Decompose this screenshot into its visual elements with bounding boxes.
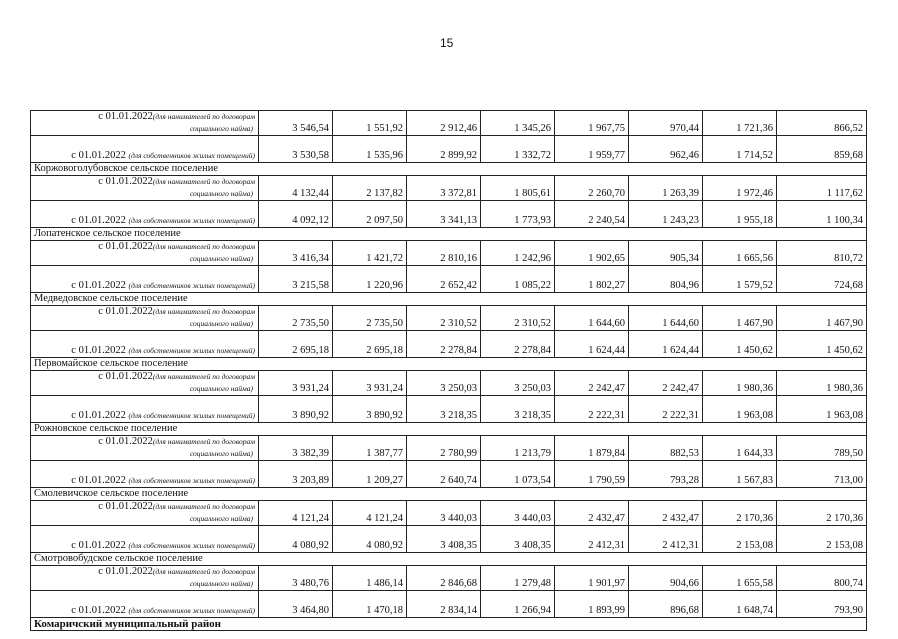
owner-note: (для собственников жилых помещений)	[128, 151, 255, 160]
tenant-row	[31, 306, 867, 331]
tenant-label	[31, 306, 259, 331]
value-cell: 904,66	[629, 566, 703, 591]
value-cell: 4 132,44	[259, 176, 333, 201]
value-cell: 2 412,31	[555, 526, 629, 553]
value-cell: 1 893,99	[555, 591, 629, 618]
value-cell: 1 421,72	[333, 241, 407, 266]
value-cell: 4 121,24	[333, 501, 407, 526]
value-cell: 2 652,42	[407, 266, 481, 293]
value-cell: 1 644,60	[555, 306, 629, 331]
tenant-label-line1	[34, 306, 255, 318]
value-cell: 2 278,84	[407, 331, 481, 358]
owner-note: (для собственников жилых помещений)	[128, 346, 255, 355]
tenant-row	[31, 111, 867, 136]
section-header-row	[31, 358, 867, 371]
tenant-note-1: (для нанимателей по договорам	[152, 567, 255, 576]
value-cell: 859,68	[777, 136, 867, 163]
tenant-row	[31, 501, 867, 526]
tenant-note-1: (для нанимателей по договорам	[152, 372, 255, 381]
tenant-row	[31, 436, 867, 461]
section-title: Лопатенское сельское поселение	[31, 228, 867, 241]
owner-note: (для собственников жилых помещений)	[128, 541, 255, 550]
value-cell: 2 695,18	[333, 331, 407, 358]
value-cell: 3 250,03	[407, 371, 481, 396]
tenant-note-2: социального найма)	[189, 189, 253, 198]
tenant-label	[31, 371, 259, 396]
owner-label	[31, 266, 259, 293]
value-cell: 1 655,58	[703, 566, 777, 591]
owner-note: (для собственников жилых помещений)	[128, 216, 255, 225]
value-cell: 2 170,36	[703, 501, 777, 526]
date-prefix: с 01.01.2022	[71, 345, 129, 356]
page-number: 15	[440, 36, 454, 50]
owner-label	[31, 526, 259, 553]
date-prefix: с 01.01.2022	[71, 410, 129, 421]
value-cell: 2 170,36	[777, 501, 867, 526]
tenant-note-1: (для нанимателей по договорам	[152, 242, 255, 251]
tenant-label	[31, 501, 259, 526]
value-cell: 1 486,14	[333, 566, 407, 591]
value-cell: 2 412,31	[629, 526, 703, 553]
value-cell: 3 203,89	[259, 461, 333, 488]
value-cell: 713,00	[777, 461, 867, 488]
section-title: Медведовское сельское поселение	[31, 293, 867, 306]
tenant-note-2: социального найма)	[189, 319, 253, 328]
date-prefix: с 01.01.2022	[98, 241, 153, 252]
value-cell: 1 450,62	[703, 331, 777, 358]
value-cell: 1 579,52	[703, 266, 777, 293]
owner-note: (для собственников жилых помещений)	[128, 411, 255, 420]
value-cell: 3 341,13	[407, 201, 481, 228]
value-cell: 1 209,27	[333, 461, 407, 488]
tenant-label	[31, 566, 259, 591]
tenant-label-line1	[34, 111, 255, 123]
value-cell: 1 902,65	[555, 241, 629, 266]
section-header-row	[31, 553, 867, 566]
value-cell: 4 080,92	[259, 526, 333, 553]
date-prefix: с 01.01.2022	[98, 176, 153, 187]
owner-label	[31, 331, 259, 358]
value-cell: 1 955,18	[703, 201, 777, 228]
section-title: Смотровобудское сельское поселение	[31, 553, 867, 566]
tenant-row	[31, 566, 867, 591]
owner-row	[31, 201, 867, 228]
tenant-note-2: социального найма)	[189, 384, 253, 393]
value-cell: 1 980,36	[703, 371, 777, 396]
value-cell: 4 080,92	[333, 526, 407, 553]
value-cell: 1 467,90	[703, 306, 777, 331]
value-cell: 804,96	[629, 266, 703, 293]
value-cell: 1 535,96	[333, 136, 407, 163]
value-cell: 1 220,96	[333, 266, 407, 293]
value-cell: 2 834,14	[407, 591, 481, 618]
owner-row	[31, 396, 867, 423]
value-cell: 2 153,08	[703, 526, 777, 553]
value-cell: 1 972,46	[703, 176, 777, 201]
value-cell: 3 215,58	[259, 266, 333, 293]
tenant-note-1: (для нанимателей по договорам	[152, 307, 255, 316]
value-cell: 3 546,54	[259, 111, 333, 136]
value-cell: 3 218,35	[481, 396, 555, 423]
value-cell: 3 408,35	[407, 526, 481, 553]
tenant-label-line1	[34, 566, 255, 578]
value-cell: 3 890,92	[333, 396, 407, 423]
section-header-row	[31, 293, 867, 306]
tenant-note-2: социального найма)	[189, 449, 253, 458]
value-cell: 1 648,74	[703, 591, 777, 618]
value-cell: 1 665,56	[703, 241, 777, 266]
value-cell: 896,68	[629, 591, 703, 618]
value-cell: 1 213,79	[481, 436, 555, 461]
value-cell: 2 260,70	[555, 176, 629, 201]
value-cell: 962,46	[629, 136, 703, 163]
value-cell: 1 624,44	[629, 331, 703, 358]
section-header-row	[31, 228, 867, 241]
district-header-row	[31, 618, 867, 631]
value-cell: 866,52	[777, 111, 867, 136]
value-cell: 2 242,47	[555, 371, 629, 396]
value-cell: 3 416,34	[259, 241, 333, 266]
value-cell: 2 735,50	[259, 306, 333, 331]
date-prefix: с 01.01.2022	[71, 215, 129, 226]
value-cell: 4 092,12	[259, 201, 333, 228]
date-prefix: с 01.01.2022	[71, 605, 129, 616]
tenant-label-line1	[34, 371, 255, 383]
value-cell: 1 243,23	[629, 201, 703, 228]
value-cell: 724,68	[777, 266, 867, 293]
value-cell: 3 530,58	[259, 136, 333, 163]
value-cell: 2 780,99	[407, 436, 481, 461]
value-cell: 1 332,72	[481, 136, 555, 163]
owner-note: (для собственников жилых помещений)	[128, 606, 255, 615]
value-cell: 1 963,08	[703, 396, 777, 423]
tariff-table	[30, 110, 867, 631]
owner-label	[31, 591, 259, 618]
value-cell: 1 802,27	[555, 266, 629, 293]
value-cell: 905,34	[629, 241, 703, 266]
value-cell: 2 846,68	[407, 566, 481, 591]
value-cell: 1 714,52	[703, 136, 777, 163]
value-cell: 1 721,36	[703, 111, 777, 136]
value-cell: 1 117,62	[777, 176, 867, 201]
value-cell: 2 222,31	[555, 396, 629, 423]
value-cell: 1 242,96	[481, 241, 555, 266]
value-cell: 789,50	[777, 436, 867, 461]
section-header-row	[31, 488, 867, 501]
value-cell: 3 440,03	[407, 501, 481, 526]
value-cell: 1 467,90	[777, 306, 867, 331]
value-cell: 2 097,50	[333, 201, 407, 228]
value-cell: 3 931,24	[333, 371, 407, 396]
owner-row	[31, 136, 867, 163]
value-cell: 2 899,92	[407, 136, 481, 163]
value-cell: 2 432,47	[555, 501, 629, 526]
value-cell: 3 890,92	[259, 396, 333, 423]
owner-row	[31, 266, 867, 293]
value-cell: 1 263,39	[629, 176, 703, 201]
owner-label	[31, 136, 259, 163]
section-header-row	[31, 423, 867, 436]
tenant-label	[31, 176, 259, 201]
value-cell: 3 372,81	[407, 176, 481, 201]
tenant-label-line1	[34, 176, 255, 188]
value-cell: 1 450,62	[777, 331, 867, 358]
tenant-label	[31, 241, 259, 266]
value-cell: 3 218,35	[407, 396, 481, 423]
value-cell: 2 310,52	[481, 306, 555, 331]
value-cell: 1 551,92	[333, 111, 407, 136]
value-cell: 1 879,84	[555, 436, 629, 461]
value-cell: 3 931,24	[259, 371, 333, 396]
value-cell: 3 464,80	[259, 591, 333, 618]
value-cell: 810,72	[777, 241, 867, 266]
tenant-row	[31, 176, 867, 201]
date-prefix: с 01.01.2022	[98, 371, 153, 382]
value-cell: 1 345,26	[481, 111, 555, 136]
value-cell: 1 567,83	[703, 461, 777, 488]
value-cell: 2 695,18	[259, 331, 333, 358]
owner-label	[31, 201, 259, 228]
date-prefix: с 01.01.2022	[98, 306, 153, 317]
value-cell: 2 735,50	[333, 306, 407, 331]
district-title: Комаричский муниципальный район	[31, 618, 867, 631]
value-cell: 2 310,52	[407, 306, 481, 331]
value-cell: 793,28	[629, 461, 703, 488]
value-cell: 1 470,18	[333, 591, 407, 618]
tenant-note-2: социального найма)	[189, 124, 253, 133]
value-cell: 2 912,46	[407, 111, 481, 136]
value-cell: 1 980,36	[777, 371, 867, 396]
value-cell: 1 100,34	[777, 201, 867, 228]
owner-row	[31, 591, 867, 618]
value-cell: 3 408,35	[481, 526, 555, 553]
value-cell: 1 790,59	[555, 461, 629, 488]
tenant-row	[31, 241, 867, 266]
owner-row	[31, 526, 867, 553]
value-cell: 2 810,16	[407, 241, 481, 266]
section-title: Смолевичское сельское поселение	[31, 488, 867, 501]
value-cell: 1 963,08	[777, 396, 867, 423]
value-cell: 2 222,31	[629, 396, 703, 423]
value-cell: 1 624,44	[555, 331, 629, 358]
value-cell: 800,74	[777, 566, 867, 591]
tenant-note-1: (для нанимателей по договорам	[152, 112, 255, 121]
date-prefix: с 01.01.2022	[71, 280, 129, 291]
value-cell: 2 137,82	[333, 176, 407, 201]
value-cell: 1 644,60	[629, 306, 703, 331]
value-cell: 1 387,77	[333, 436, 407, 461]
date-prefix: с 01.01.2022	[71, 540, 129, 551]
tenant-label-line1	[34, 436, 255, 448]
date-prefix: с 01.01.2022	[98, 436, 153, 447]
owner-note: (для собственников жилых помещений)	[128, 281, 255, 290]
owner-label	[31, 461, 259, 488]
section-title: Рожновское сельское поселение	[31, 423, 867, 436]
value-cell: 2 242,47	[629, 371, 703, 396]
value-cell: 970,44	[629, 111, 703, 136]
value-cell: 1 901,97	[555, 566, 629, 591]
value-cell: 2 278,84	[481, 331, 555, 358]
value-cell: 1 967,75	[555, 111, 629, 136]
value-cell: 1 279,48	[481, 566, 555, 591]
section-title: Коржовоголубовское сельское поселение	[31, 163, 867, 176]
tenant-label	[31, 111, 259, 136]
value-cell: 3 480,76	[259, 566, 333, 591]
value-cell: 1 644,33	[703, 436, 777, 461]
tenant-label-line1	[34, 501, 255, 513]
tenant-note-1: (для нанимателей по договорам	[152, 437, 255, 446]
value-cell: 882,53	[629, 436, 703, 461]
owner-note: (для собственников жилых помещений)	[128, 476, 255, 485]
date-prefix: с 01.01.2022	[71, 150, 129, 161]
date-prefix: с 01.01.2022	[71, 475, 129, 486]
tenant-label-line1	[34, 241, 255, 253]
value-cell: 1 073,54	[481, 461, 555, 488]
tenant-note-2: социального найма)	[189, 514, 253, 523]
value-cell: 1 805,61	[481, 176, 555, 201]
value-cell: 2 640,74	[407, 461, 481, 488]
tenant-note-1: (для нанимателей по договорам	[152, 502, 255, 511]
value-cell: 1 085,22	[481, 266, 555, 293]
section-title: Первомайское сельское поселение	[31, 358, 867, 371]
value-cell: 2 153,08	[777, 526, 867, 553]
section-header-row	[31, 163, 867, 176]
value-cell: 1 959,77	[555, 136, 629, 163]
value-cell: 1 773,93	[481, 201, 555, 228]
tenant-row	[31, 371, 867, 396]
tenant-note-2: социального найма)	[189, 579, 253, 588]
tenant-label	[31, 436, 259, 461]
value-cell: 3 250,03	[481, 371, 555, 396]
owner-row	[31, 331, 867, 358]
value-cell: 3 382,39	[259, 436, 333, 461]
date-prefix: с 01.01.2022	[98, 501, 153, 512]
value-cell: 4 121,24	[259, 501, 333, 526]
date-prefix: с 01.01.2022	[98, 566, 153, 577]
value-cell: 2 432,47	[629, 501, 703, 526]
value-cell: 3 440,03	[481, 501, 555, 526]
value-cell: 1 266,94	[481, 591, 555, 618]
value-cell: 2 240,54	[555, 201, 629, 228]
date-prefix: с 01.01.2022	[98, 111, 153, 122]
owner-row	[31, 461, 867, 488]
tenant-note-2: социального найма)	[189, 254, 253, 263]
owner-label	[31, 396, 259, 423]
value-cell: 793,90	[777, 591, 867, 618]
tenant-note-1: (для нанимателей по договорам	[152, 177, 255, 186]
